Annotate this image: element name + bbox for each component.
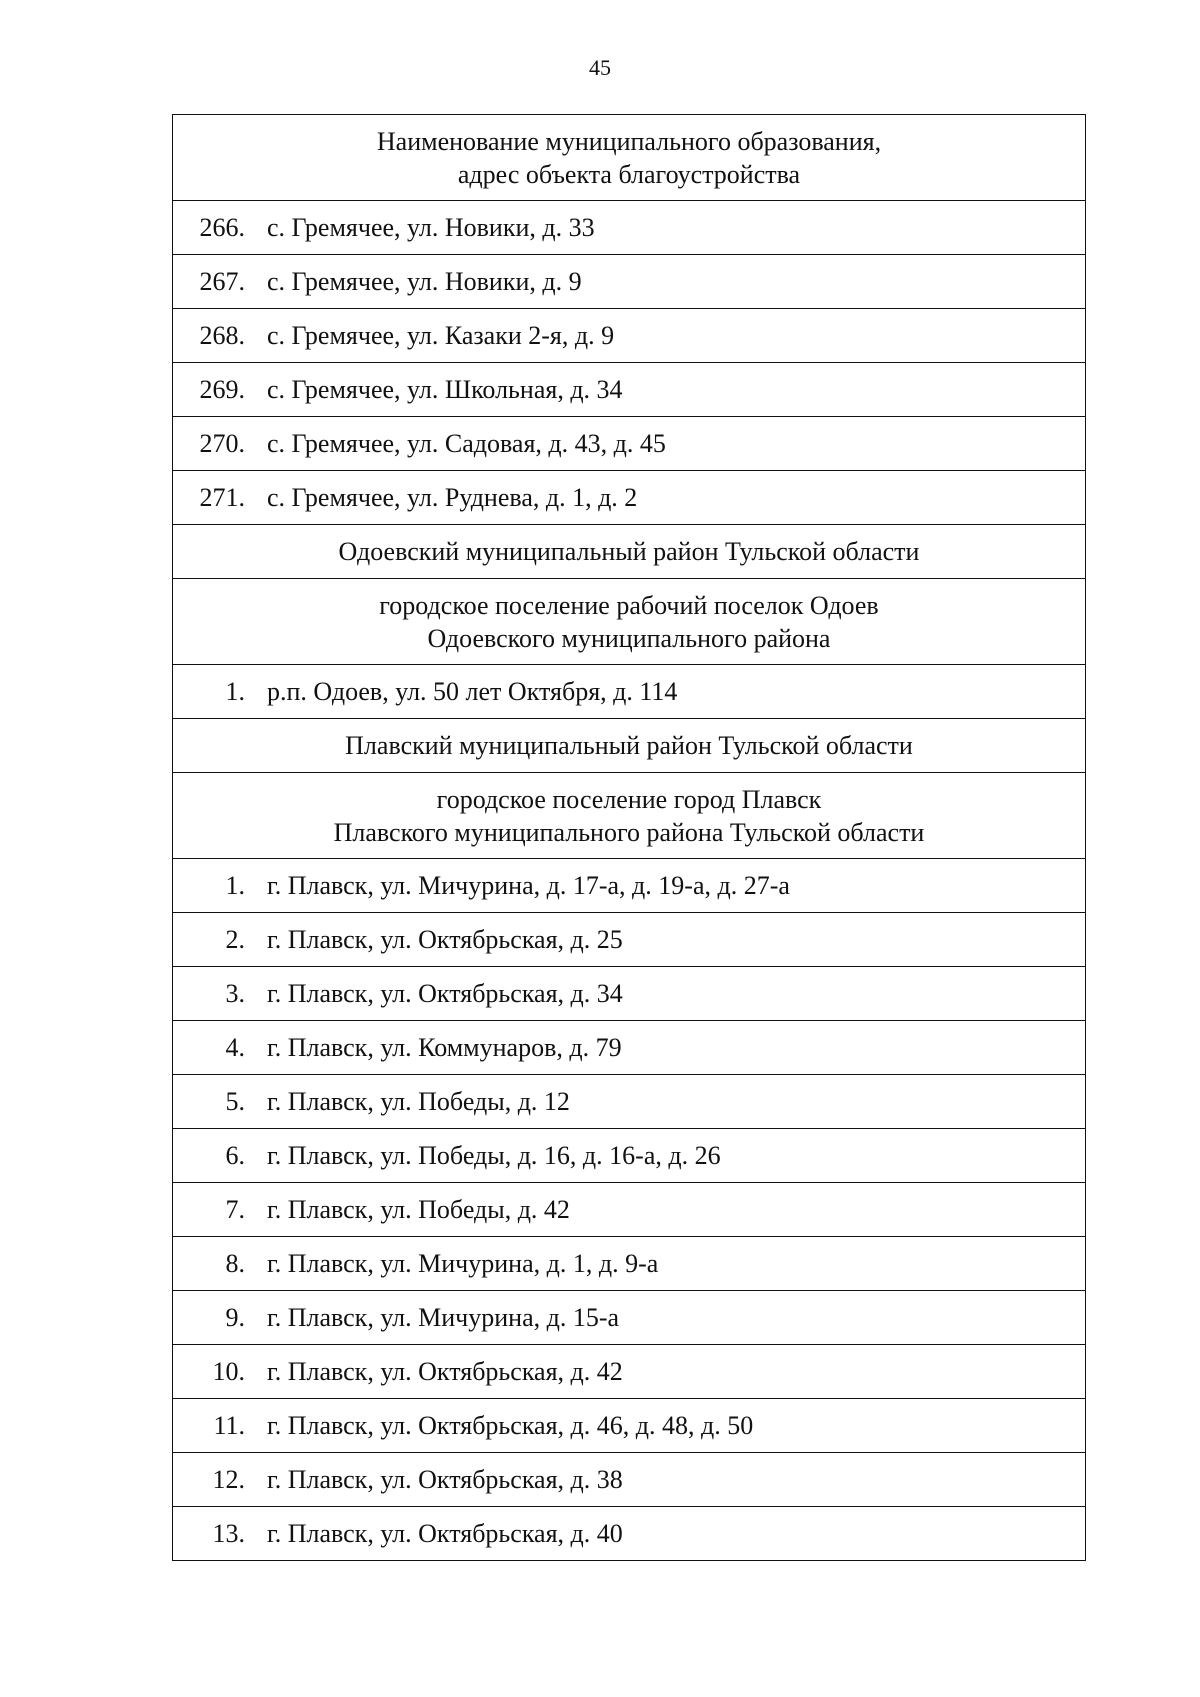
section-heading-line: Плавского муниципального района Тульской области	[333, 817, 925, 847]
row-number: 8.	[225, 1248, 245, 1278]
section-heading-cell	[173, 719, 1086, 773]
address-cell	[173, 913, 1086, 967]
row-number: 7.	[225, 1194, 245, 1224]
address-text: г. Плавск, ул. Октябрьская, д. 42	[267, 1356, 623, 1386]
section-heading-line: городское поселение город Плавск	[436, 784, 822, 814]
address-cell	[173, 1345, 1086, 1399]
address-cell	[173, 309, 1086, 363]
address-text: с. Гремячее, ул. Садовая, д. 43, д. 45	[267, 428, 666, 458]
row-number: 3.	[225, 978, 245, 1008]
section-heading-cell	[173, 579, 1086, 665]
section-heading-cell	[173, 525, 1086, 579]
row-number: 4.	[225, 1032, 245, 1062]
section-heading-row	[173, 525, 1086, 579]
address-text: р.п. Одоев, ул. 50 лет Октября, д. 114	[267, 676, 678, 706]
address-cell	[173, 1399, 1086, 1453]
address-text: г. Плавск, ул. Октябрьская, д. 40	[267, 1518, 623, 1548]
address-cell	[173, 255, 1086, 309]
table-header-row	[173, 115, 1086, 201]
table-row	[173, 363, 1086, 417]
address-cell	[173, 417, 1086, 471]
table-header-cell	[173, 115, 1086, 201]
table-row	[173, 1345, 1086, 1399]
address-text: г. Плавск, ул. Победы, д. 42	[267, 1194, 570, 1224]
row-number: 270.	[199, 428, 245, 458]
row-number: 11.	[213, 1410, 245, 1440]
section-heading-line: Одоевский муниципальный район Тульской области	[338, 537, 920, 566]
row-number: 2.	[225, 924, 245, 954]
address-text: г. Плавск, ул. Победы, д. 12	[267, 1086, 570, 1116]
address-cell	[173, 1237, 1086, 1291]
address-text: г. Плавск, ул. Победы, д. 16, д. 16-а, д. 26	[267, 1140, 721, 1170]
address-text: г. Плавск, ул. Октябрьская, д. 34	[267, 978, 623, 1008]
table-row	[173, 255, 1086, 309]
address-cell	[173, 1075, 1086, 1129]
row-number: 12.	[212, 1464, 245, 1494]
address-cell	[173, 1021, 1086, 1075]
table-row	[173, 859, 1086, 913]
address-text: с. Гремячее, ул. Новики, д. 33	[267, 212, 595, 242]
section-heading-line: Одоевского муниципального района	[427, 623, 831, 653]
row-number: 268.	[199, 320, 245, 350]
table-header-line: Наименование муниципального образования,	[376, 126, 882, 156]
row-number: 9.	[225, 1302, 245, 1332]
row-number: 6.	[225, 1140, 245, 1170]
row-number: 267.	[199, 266, 245, 296]
section-heading-line: Плавский муниципальный район Тульской области	[345, 731, 913, 760]
row-number: 13.	[212, 1518, 245, 1548]
address-cell	[173, 201, 1086, 255]
table-row	[173, 471, 1086, 525]
address-text: г. Плавск, ул. Мичурина, д. 15-а	[267, 1302, 620, 1332]
address-cell	[173, 859, 1086, 913]
address-cell	[173, 1291, 1086, 1345]
table-body	[173, 115, 1086, 1561]
row-number: 5.	[225, 1086, 245, 1116]
address-text: с. Гремячее, ул. Казаки 2-я, д. 9	[267, 320, 615, 350]
address-text: г. Плавск, ул. Мичурина, д. 1, д. 9-а	[267, 1248, 659, 1278]
row-number: 10.	[212, 1356, 245, 1386]
table-row	[173, 1183, 1086, 1237]
address-text: г. Плавск, ул. Октябрьская, д. 46, д. 48, д. 50	[267, 1410, 754, 1440]
table-row	[173, 309, 1086, 363]
table-header-line: адрес объекта благоустройства	[457, 159, 801, 189]
table-row	[173, 913, 1086, 967]
table-row	[173, 1507, 1086, 1561]
section-heading-row	[173, 579, 1086, 665]
table-row	[173, 665, 1086, 719]
address-table	[172, 114, 1086, 1561]
address-text: г. Плавск, ул. Коммунаров, д. 79	[267, 1032, 622, 1062]
table-row	[173, 1399, 1086, 1453]
address-text: с. Гремячее, ул. Руднева, д. 1, д. 2	[267, 482, 638, 512]
address-cell	[173, 471, 1086, 525]
section-heading-cell	[173, 773, 1086, 859]
address-cell	[173, 1453, 1086, 1507]
section-heading-line: городское поселение рабочий поселок Одоев	[379, 590, 879, 620]
address-cell	[173, 363, 1086, 417]
address-cell	[173, 1129, 1086, 1183]
row-number: 1.	[225, 870, 245, 900]
table-row	[173, 1021, 1086, 1075]
table-row	[173, 967, 1086, 1021]
address-text: г. Плавск, ул. Октябрьская, д. 25	[267, 924, 623, 954]
table-row	[173, 201, 1086, 255]
table-row	[173, 1075, 1086, 1129]
address-text: г. Плавск, ул. Мичурина, д. 17-а, д. 19-а, д. 27-а	[267, 870, 790, 900]
address-text: с. Гремячее, ул. Школьная, д. 34	[267, 374, 623, 404]
address-cell	[173, 1183, 1086, 1237]
row-number: 271.	[199, 482, 245, 512]
address-cell	[173, 665, 1086, 719]
row-number: 266.	[199, 212, 245, 242]
address-text: г. Плавск, ул. Октябрьская, д. 38	[267, 1464, 623, 1494]
table-row	[173, 1453, 1086, 1507]
address-cell	[173, 967, 1086, 1021]
table-row	[173, 417, 1086, 471]
section-heading-row	[173, 773, 1086, 859]
address-cell	[173, 1507, 1086, 1561]
address-text: с. Гремячее, ул. Новики, д. 9	[267, 266, 582, 296]
table-row	[173, 1237, 1086, 1291]
row-number: 269.	[199, 374, 245, 404]
section-heading-row	[173, 719, 1086, 773]
table-row	[173, 1129, 1086, 1183]
row-number: 1.	[225, 676, 245, 706]
table-row	[173, 1291, 1086, 1345]
page-number: 45	[589, 55, 611, 80]
